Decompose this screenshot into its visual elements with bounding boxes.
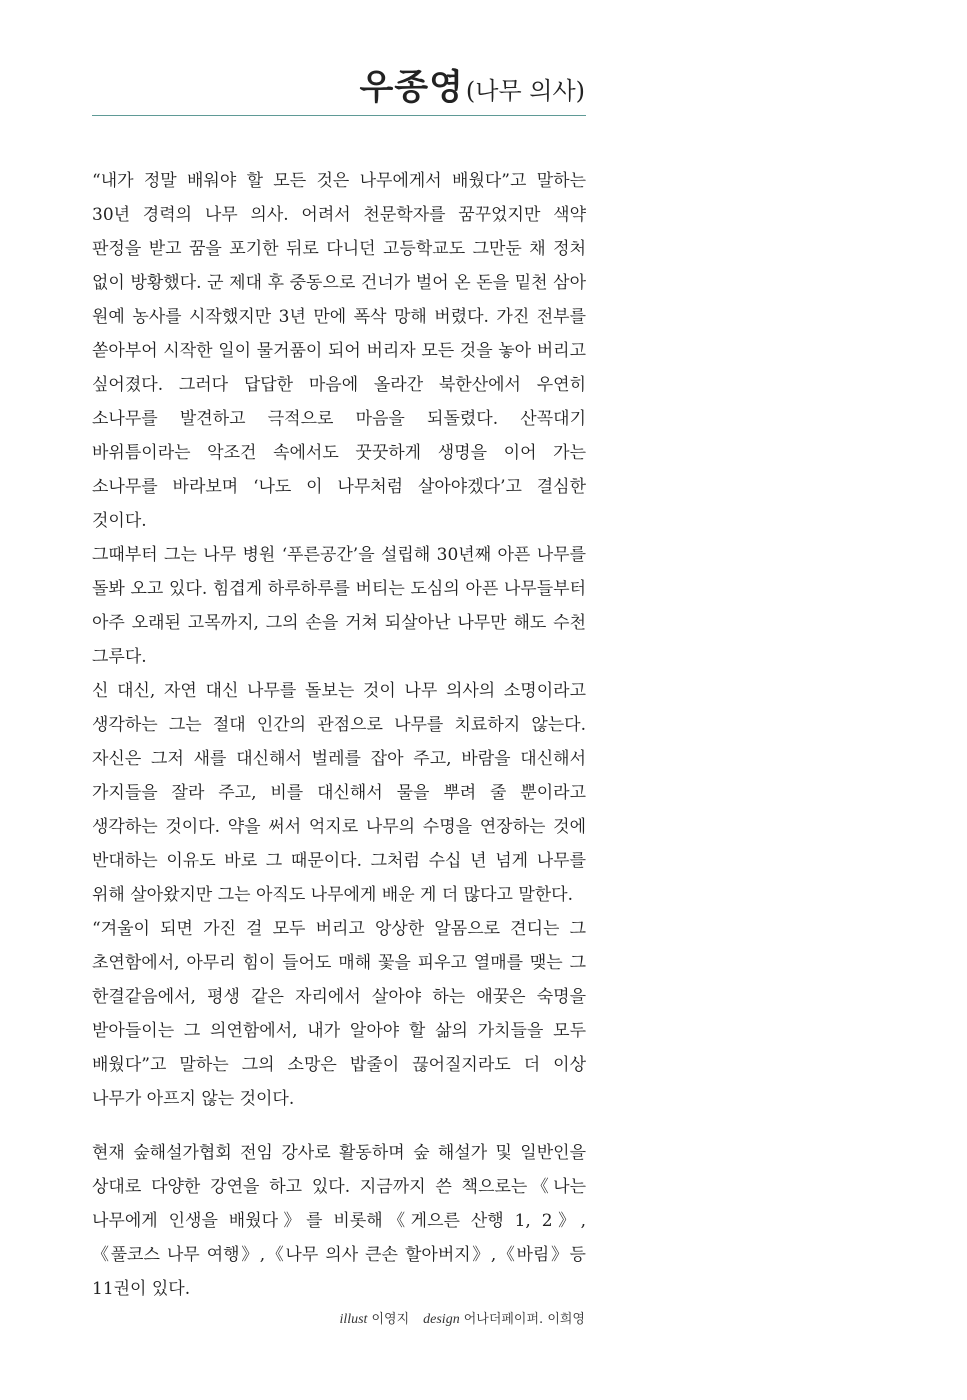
title-divider bbox=[92, 115, 586, 116]
credits bbox=[339, 1308, 585, 1328]
paragraph: “내가 정말 배워야 할 모든 것은 나무에게서 배웠다”고 말하는 30년 경력의 나무 의사. 어려서 천문학자를 꿈꾸었지만 색약 판정을 받고 꿈을 포기한 뒤로 다니던 고등학교도 그만둔 채 정처 없이 방황했다. 군 제대 후 중동으로 건너가 벌어 온 돈을 밑천 삼아 원예 농사를 시작했지만 3년 만에 폭삭 망해 버렸다. 가진 전부를 쏟아부어 시작한 일이 물거품이 되어 버리자 모든 것을 놓아 버리고 싶어졌다. 그러다 답답한 마음에 올라간 북한산에서 우연히 소나무를 발견하고 극적으로 마음을 되돌렸다. 산꼭대기 바위틈이라는 악조건 속에서도 꿋꿋하게 생명을 이어 가는 소나무를 바라보며 ‘나도 이 나무처럼 살아야겠다’고 결심한 것이다. bbox=[92, 171, 586, 531]
design-name: 어나더페이퍼. 이희영 bbox=[463, 1312, 585, 1327]
design-label: design bbox=[423, 1312, 460, 1327]
paragraph: 현재 숲해설가협회 전임 강사로 활동하며 숲 해설가 및 일반인을 상대로 다양한 강연을 하고 있다. 지금까지 쓴 책으로는《나는 나무에게 인생을 배웠다》를 비롯해《게으른 산행 1, 2》,《풀코스 나무 여행》,《나무 의사 큰손 할아버지》,《바림》등 11권이 있다. bbox=[92, 1143, 586, 1299]
biography-text bbox=[92, 164, 586, 1306]
illust-name: 이영지 bbox=[371, 1312, 410, 1327]
author-name: 우종영 bbox=[359, 67, 464, 108]
illust-label: illust bbox=[339, 1312, 368, 1327]
paragraph: 그때부터 그는 나무 병원 ‘푸른공간’을 설립해 30년째 아픈 나무를 돌봐 오고 있다. 힘겹게 하루하루를 버티는 도심의 아픈 나무들부터 아주 오래된 고목까지, 그의 손을 거쳐 되살아난 나무만 해도 수천 그루다. bbox=[92, 545, 586, 667]
paragraph: 신 대신, 자연 대신 나무를 돌보는 것이 나무 의사의 소명이라고 생각하는 그는 절대 인간의 관점으로 나무를 치료하지 않는다. 자신은 그저 새를 대신해서 벌레를 잡아 주고, 바람을 대신해서 가지들을 잘라 주고, 비를 대신해서 물을 뿌려 줄 뿐이라고 생각하는 것이다. 약을 써서 억지로 나무의 수명을 연장하는 것에 반대하는 이유도 바로 그 때문이다. 그처럼 수십 년 넘게 나무를 위해 살아왔지만 그는 아직도 나무에게 배운 게 더 많다고 말한다. bbox=[92, 681, 586, 905]
author-role: (나무 의사) bbox=[465, 77, 585, 105]
page-title bbox=[359, 66, 585, 116]
paragraph: “겨울이 되면 가진 걸 모두 버리고 앙상한 알몸으로 견디는 그 초연함에서, 아무리 힘이 들어도 매해 꽃을 피우고 열매를 맺는 그 한결같음에서, 평생 같은 자리에서 살아야 하는 애꿎은 숙명을 받아들이는 그 의연함에서, 내가 알아야 할 삶의 가치들을 모두 배웠다”고 말하는 그의 소망은 밥줄이 끊어질지라도 더 이상 나무가 아프지 않는 것이다. bbox=[92, 919, 586, 1109]
